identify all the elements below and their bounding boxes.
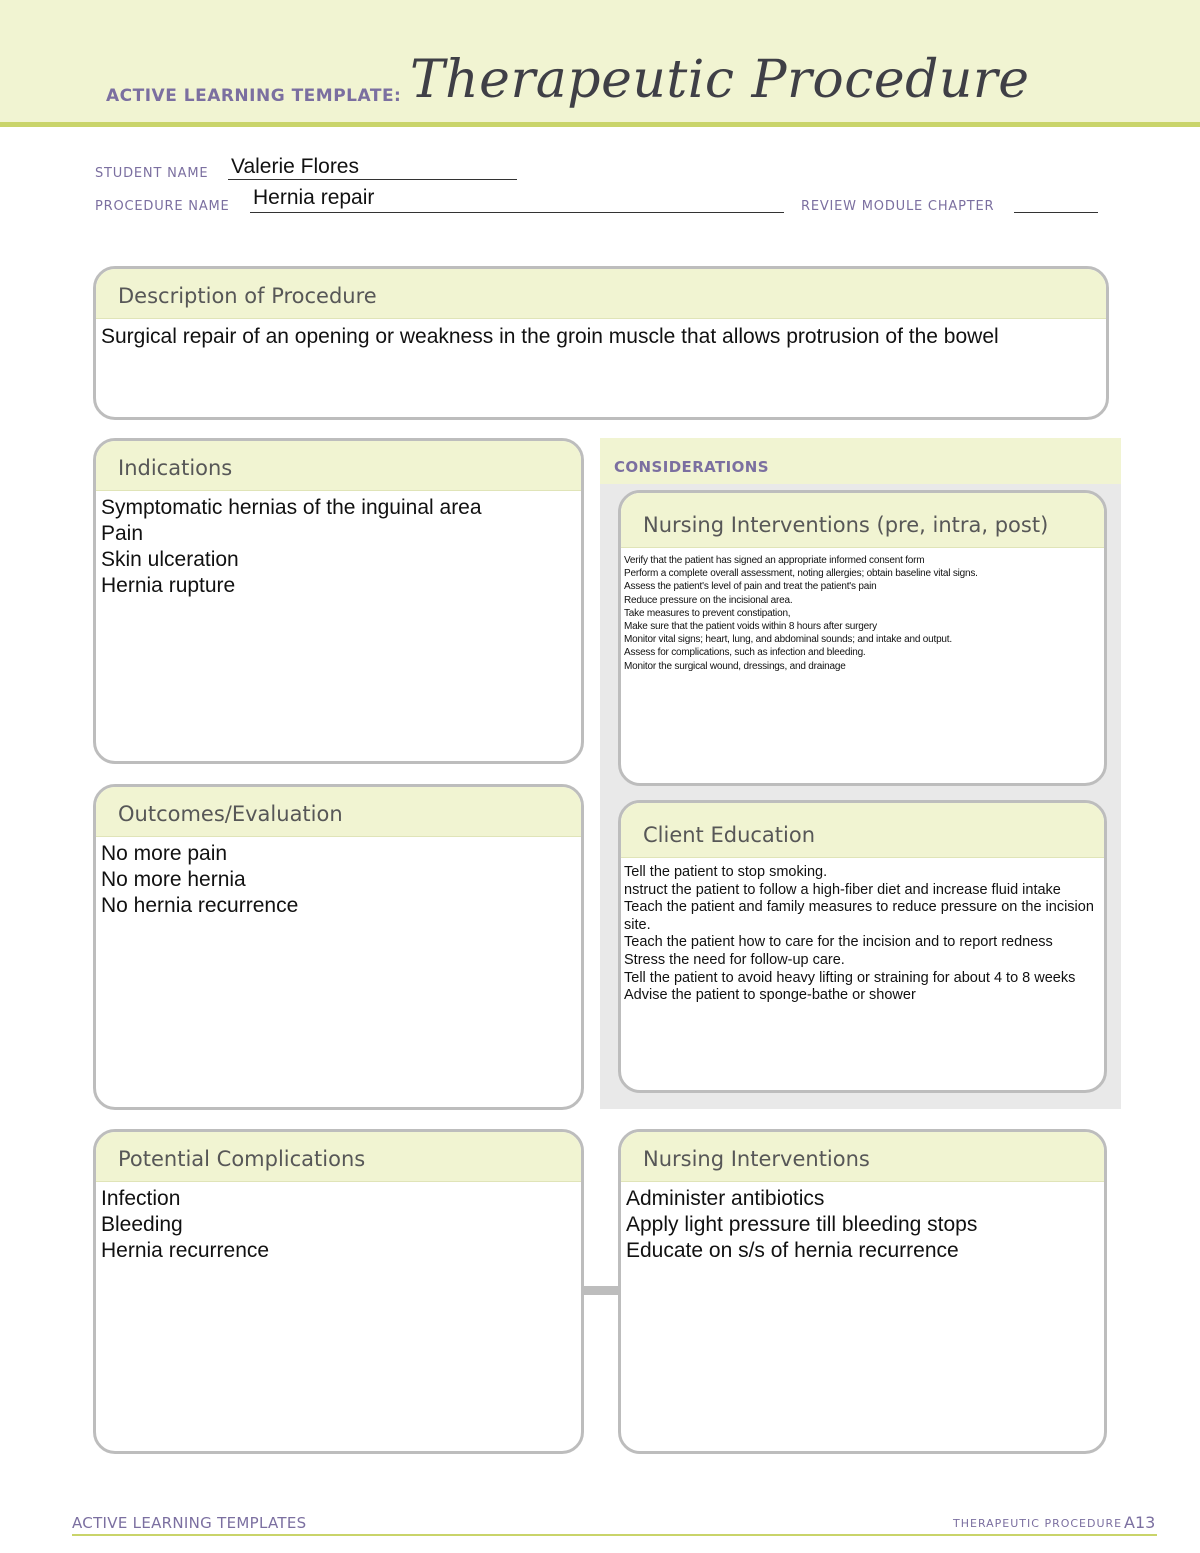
description-text[interactable]: Surgical repair of an opening or weakness in the groin muscle that allows protrusion of the bowel	[101, 325, 999, 348]
nursing-interventions-ppp-box	[618, 490, 1107, 786]
template-label: ACTIVE LEARNING TEMPLATE:	[106, 86, 402, 106]
indications-list[interactable]	[96, 491, 581, 599]
list-item: Apply light pressure till bleeding stops	[626, 1213, 978, 1236]
student-name-field[interactable]: Valerie Flores	[231, 155, 359, 178]
considerations-heading: CONSIDERATIONS	[614, 458, 769, 476]
review-module-field[interactable]	[1014, 212, 1098, 213]
list-item: No more pain	[101, 842, 228, 865]
student-name-underline	[228, 179, 517, 180]
indications-box	[93, 438, 584, 764]
student-name-label: STUDENT NAME	[95, 166, 209, 181]
client-education-heading: Client Education	[621, 803, 1104, 858]
outcomes-heading: Outcomes/Evaluation	[96, 787, 581, 837]
list-item: Monitor the surgical wound, dressings, and drainage	[624, 660, 846, 672]
list-item: Pain	[101, 522, 144, 545]
list-item: Stress the need for follow-up care.	[624, 951, 845, 968]
description-heading: Description of Procedure	[96, 269, 1106, 319]
list-item: Tell the patient to stop smoking.	[624, 864, 828, 880]
nursing-interventions-ppp-heading: Nursing Interventions (pre, intra, post)	[621, 493, 1104, 548]
connector-bar	[583, 1286, 620, 1295]
list-item: Reduce pressure on the incisional area.	[624, 594, 793, 606]
list-item: Assess the patient's level of pain and treat the patient's pain	[624, 581, 877, 593]
page-title: Therapeutic Procedure	[410, 50, 1030, 110]
list-item: nstruct the patient to follow a high-fiber diet and increase fluid intake	[624, 881, 1061, 898]
nursing-interventions-ppp-list[interactable]	[621, 548, 1104, 673]
outcomes-box	[93, 784, 584, 1110]
client-education-box	[618, 800, 1107, 1093]
list-item: Administer antibiotics	[626, 1187, 825, 1210]
list-item: Symptomatic hernias of the inguinal area	[101, 496, 482, 519]
complications-heading: Potential Complications	[96, 1132, 581, 1182]
procedure-name-underline	[250, 212, 784, 213]
page-number: A13	[1124, 1513, 1156, 1532]
nursing-interventions-heading: Nursing Interventions	[621, 1132, 1104, 1182]
list-item: Verify that the patient has signed an appropriate informed consent form	[624, 555, 925, 566]
indications-heading: Indications	[96, 441, 581, 491]
list-item: Advise the patient to sponge-bathe or shower	[624, 987, 916, 1004]
nursing-interventions-box	[618, 1129, 1107, 1454]
list-item: Skin ulceration	[101, 548, 239, 571]
list-item: Hernia rupture	[101, 574, 236, 597]
procedure-name-field[interactable]: Hernia repair	[253, 186, 375, 209]
footer-left: ACTIVE LEARNING TEMPLATES	[72, 1514, 307, 1532]
review-module-label: REVIEW MODULE CHAPTER	[801, 199, 995, 214]
list-item: Make sure that the patient voids within 8 hours after surgery	[624, 621, 877, 633]
footer-right: THERAPEUTIC PROCEDURE	[953, 1517, 1123, 1530]
complications-box	[93, 1129, 584, 1454]
list-item: No more hernia	[101, 868, 246, 891]
list-item: Infection	[101, 1187, 181, 1210]
list-item: Take measures to prevent constipation,	[624, 607, 791, 619]
list-item: Monitor vital signs; heart, lung, and abdominal sounds; and intake and output.	[624, 634, 952, 646]
list-item: No hernia recurrence	[101, 894, 299, 917]
description-box	[93, 266, 1109, 420]
client-education-list[interactable]	[621, 858, 1104, 1005]
complications-list[interactable]	[96, 1182, 581, 1264]
header-divider	[0, 122, 1200, 127]
outcomes-list[interactable]	[96, 837, 581, 919]
list-item: Assess for complications, such as infection and bleeding.	[624, 647, 866, 659]
list-item: Perform a complete overall assessment, noting allergies; obtain baseline vital signs.	[624, 568, 978, 580]
procedure-name-label: PROCEDURE NAME	[95, 199, 230, 214]
footer-divider	[72, 1534, 1157, 1536]
list-item: Teach the patient how to care for the incision and to report redness	[624, 934, 1053, 951]
list-item: Hernia recurrence	[101, 1239, 270, 1262]
nursing-interventions-list[interactable]	[621, 1182, 1104, 1264]
list-item: Bleeding	[101, 1213, 183, 1236]
list-item: Tell the patient to avoid heavy lifting or straining for about 4 to 8 weeks	[624, 969, 1076, 986]
list-item: Educate on s/s of hernia recurrence	[626, 1239, 959, 1262]
list-item: Teach the patient and family measures to reduce pressure on the incision site.	[624, 899, 1094, 933]
